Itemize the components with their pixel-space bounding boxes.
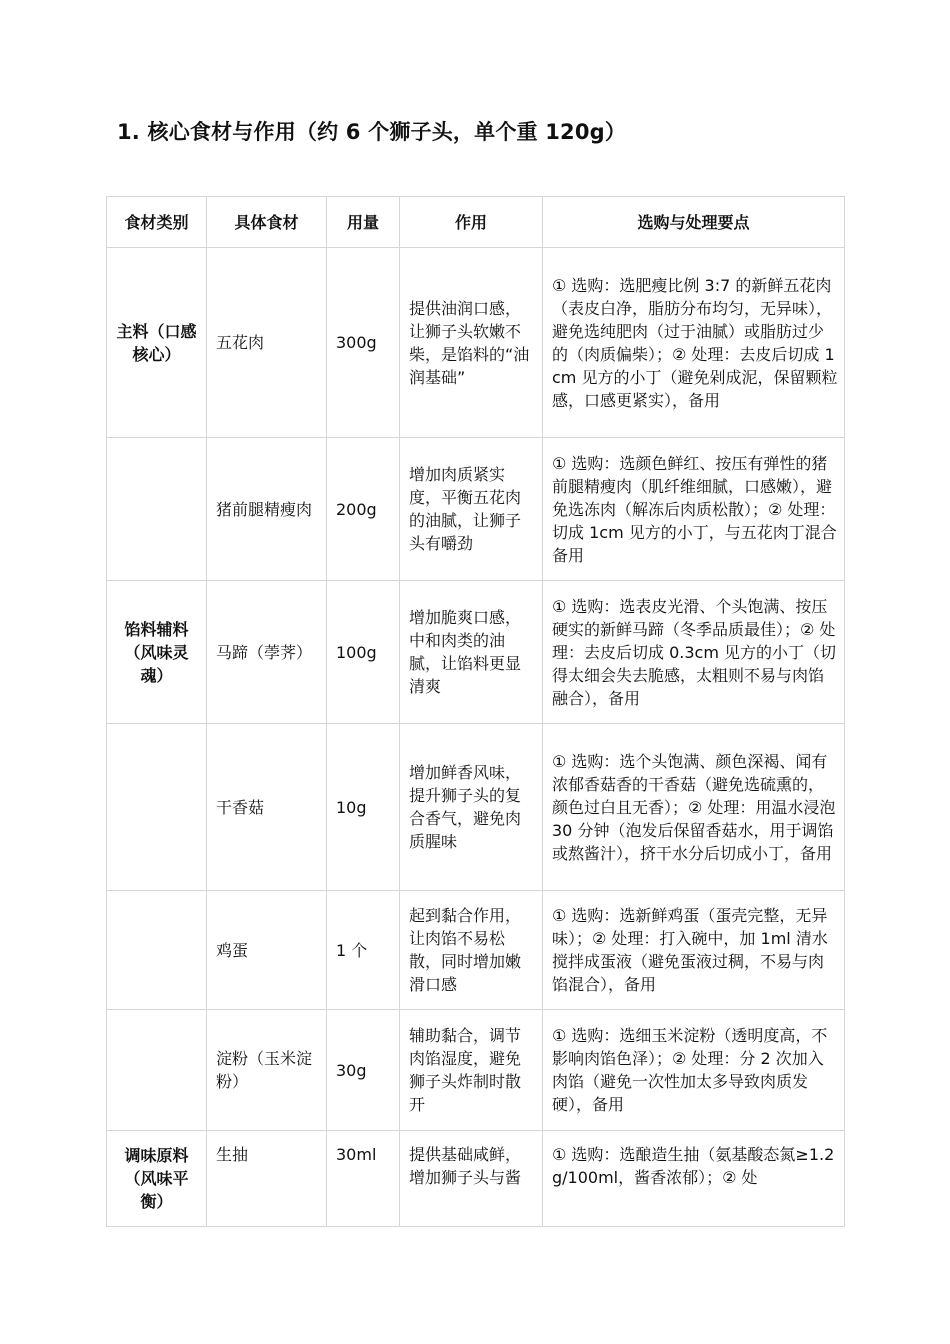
row-ingredient: 生抽	[207, 1131, 327, 1227]
row-tips: ① 选购：选新鲜鸡蛋（蛋壳完整，无异味）；② 处理：打入碗中，加 1ml 清水搅拌成蛋液（避免蛋液过稠，不易与肉馅混合），备用	[543, 891, 845, 1010]
row-purpose: 提供油润口感，让狮子头软嫩不柴，是馅料的“油润基础”	[400, 248, 543, 438]
row-tips: ① 选购：选表皮光滑、个头饱满、按压硬实的新鲜马蹄（冬季品质最佳）；② 处理：去皮后切成 0.3cm 见方的小丁（切得太细会失去脆感，太粗则不易与肉馅融合），备用	[543, 581, 845, 724]
row-category: 主料（口感核心）	[107, 248, 207, 438]
table-row	[107, 1131, 845, 1227]
row-amount: 10g	[327, 724, 400, 891]
row-ingredient: 干香菇	[207, 724, 327, 891]
row-category	[107, 438, 207, 581]
row-tips: ① 选购：选肥瘦比例 3:7 的新鲜五花肉（表皮白净，脂肪分布均匀，无异味），避免选纯肥肉（过于油腻）或脂肪过少的（肉质偏柴）；② 处理：去皮后切成 1cm 见方的小丁（避免剁成泥，保留颗粒感，口感更紧实），备用	[543, 248, 845, 438]
table-row	[107, 438, 845, 581]
row-ingredient: 淀粉（玉米淀粉）	[207, 1010, 327, 1131]
row-amount: 300g	[327, 248, 400, 438]
table-row	[107, 891, 845, 1010]
row-tips: ① 选购：选个头饱满、颜色深褐、闻有浓郁香菇香的干香菇（避免选硫熏的，颜色过白且无香）；② 处理：用温水浸泡 30 分钟（泡发后保留香菇水，用于调馅或熬酱汁），挤干水分后切成小丁，备用	[543, 724, 845, 891]
row-purpose: 增加脆爽口感，中和肉类的油腻，让馅料更显清爽	[400, 581, 543, 724]
header-purpose: 作用	[400, 197, 543, 248]
ingredients-table	[106, 196, 845, 1227]
row-purpose: 提供基础咸鲜，增加狮子头与酱	[400, 1131, 543, 1227]
table-row	[107, 248, 845, 438]
header-tips: 选购与处理要点	[543, 197, 845, 248]
row-category: 馅料辅料（风味灵魂）	[107, 581, 207, 724]
row-ingredient: 马蹄（荸荠）	[207, 581, 327, 724]
header-category: 食材类别	[107, 197, 207, 248]
row-purpose: 增加鲜香风味，提升狮子头的复合香气，避免肉质腥味	[400, 724, 543, 891]
table-row	[107, 1010, 845, 1131]
row-amount: 30ml	[327, 1131, 400, 1227]
section-heading: 1. 核心食材与作用（约 6 个狮子头，单个重 120g）	[117, 120, 627, 144]
row-category	[107, 724, 207, 891]
row-purpose: 辅助黏合，调节肉馅湿度，避免狮子头炸制时散开	[400, 1010, 543, 1131]
row-amount: 30g	[327, 1010, 400, 1131]
row-amount: 100g	[327, 581, 400, 724]
row-amount: 200g	[327, 438, 400, 581]
row-purpose: 增加肉质紧实度，平衡五花肉的油腻，让狮子头有嚼劲	[400, 438, 543, 581]
row-ingredient: 鸡蛋	[207, 891, 327, 1010]
header-ingredient: 具体食材	[207, 197, 327, 248]
row-amount: 1 个	[327, 891, 400, 1010]
row-tips: ① 选购：选酿造生抽（氨基酸态氮≥1.2g/100ml，酱香浓郁）；② 处	[543, 1131, 845, 1227]
row-tips: ① 选购：选细玉米淀粉（透明度高，不影响肉馅色泽）；② 处理：分 2 次加入肉馅（避免一次性加太多导致肉质发硬），备用	[543, 1010, 845, 1131]
row-purpose: 起到黏合作用，让肉馅不易松散，同时增加嫩滑口感	[400, 891, 543, 1010]
header-amount: 用量	[327, 197, 400, 248]
row-tips: ① 选购：选颜色鲜红、按压有弹性的猪前腿精瘦肉（肌纤维细腻，口感嫩），避免选冻肉（解冻后肉质松散）；② 处理：切成 1cm 见方的小丁，与五花肉丁混合备用	[543, 438, 845, 581]
row-category: 调味原料（风味平衡）	[107, 1131, 207, 1227]
row-category	[107, 891, 207, 1010]
table-row	[107, 724, 845, 891]
row-ingredient: 五花肉	[207, 248, 327, 438]
row-ingredient: 猪前腿精瘦肉	[207, 438, 327, 581]
table-row	[107, 581, 845, 724]
table-header-row	[107, 197, 845, 248]
row-category	[107, 1010, 207, 1131]
